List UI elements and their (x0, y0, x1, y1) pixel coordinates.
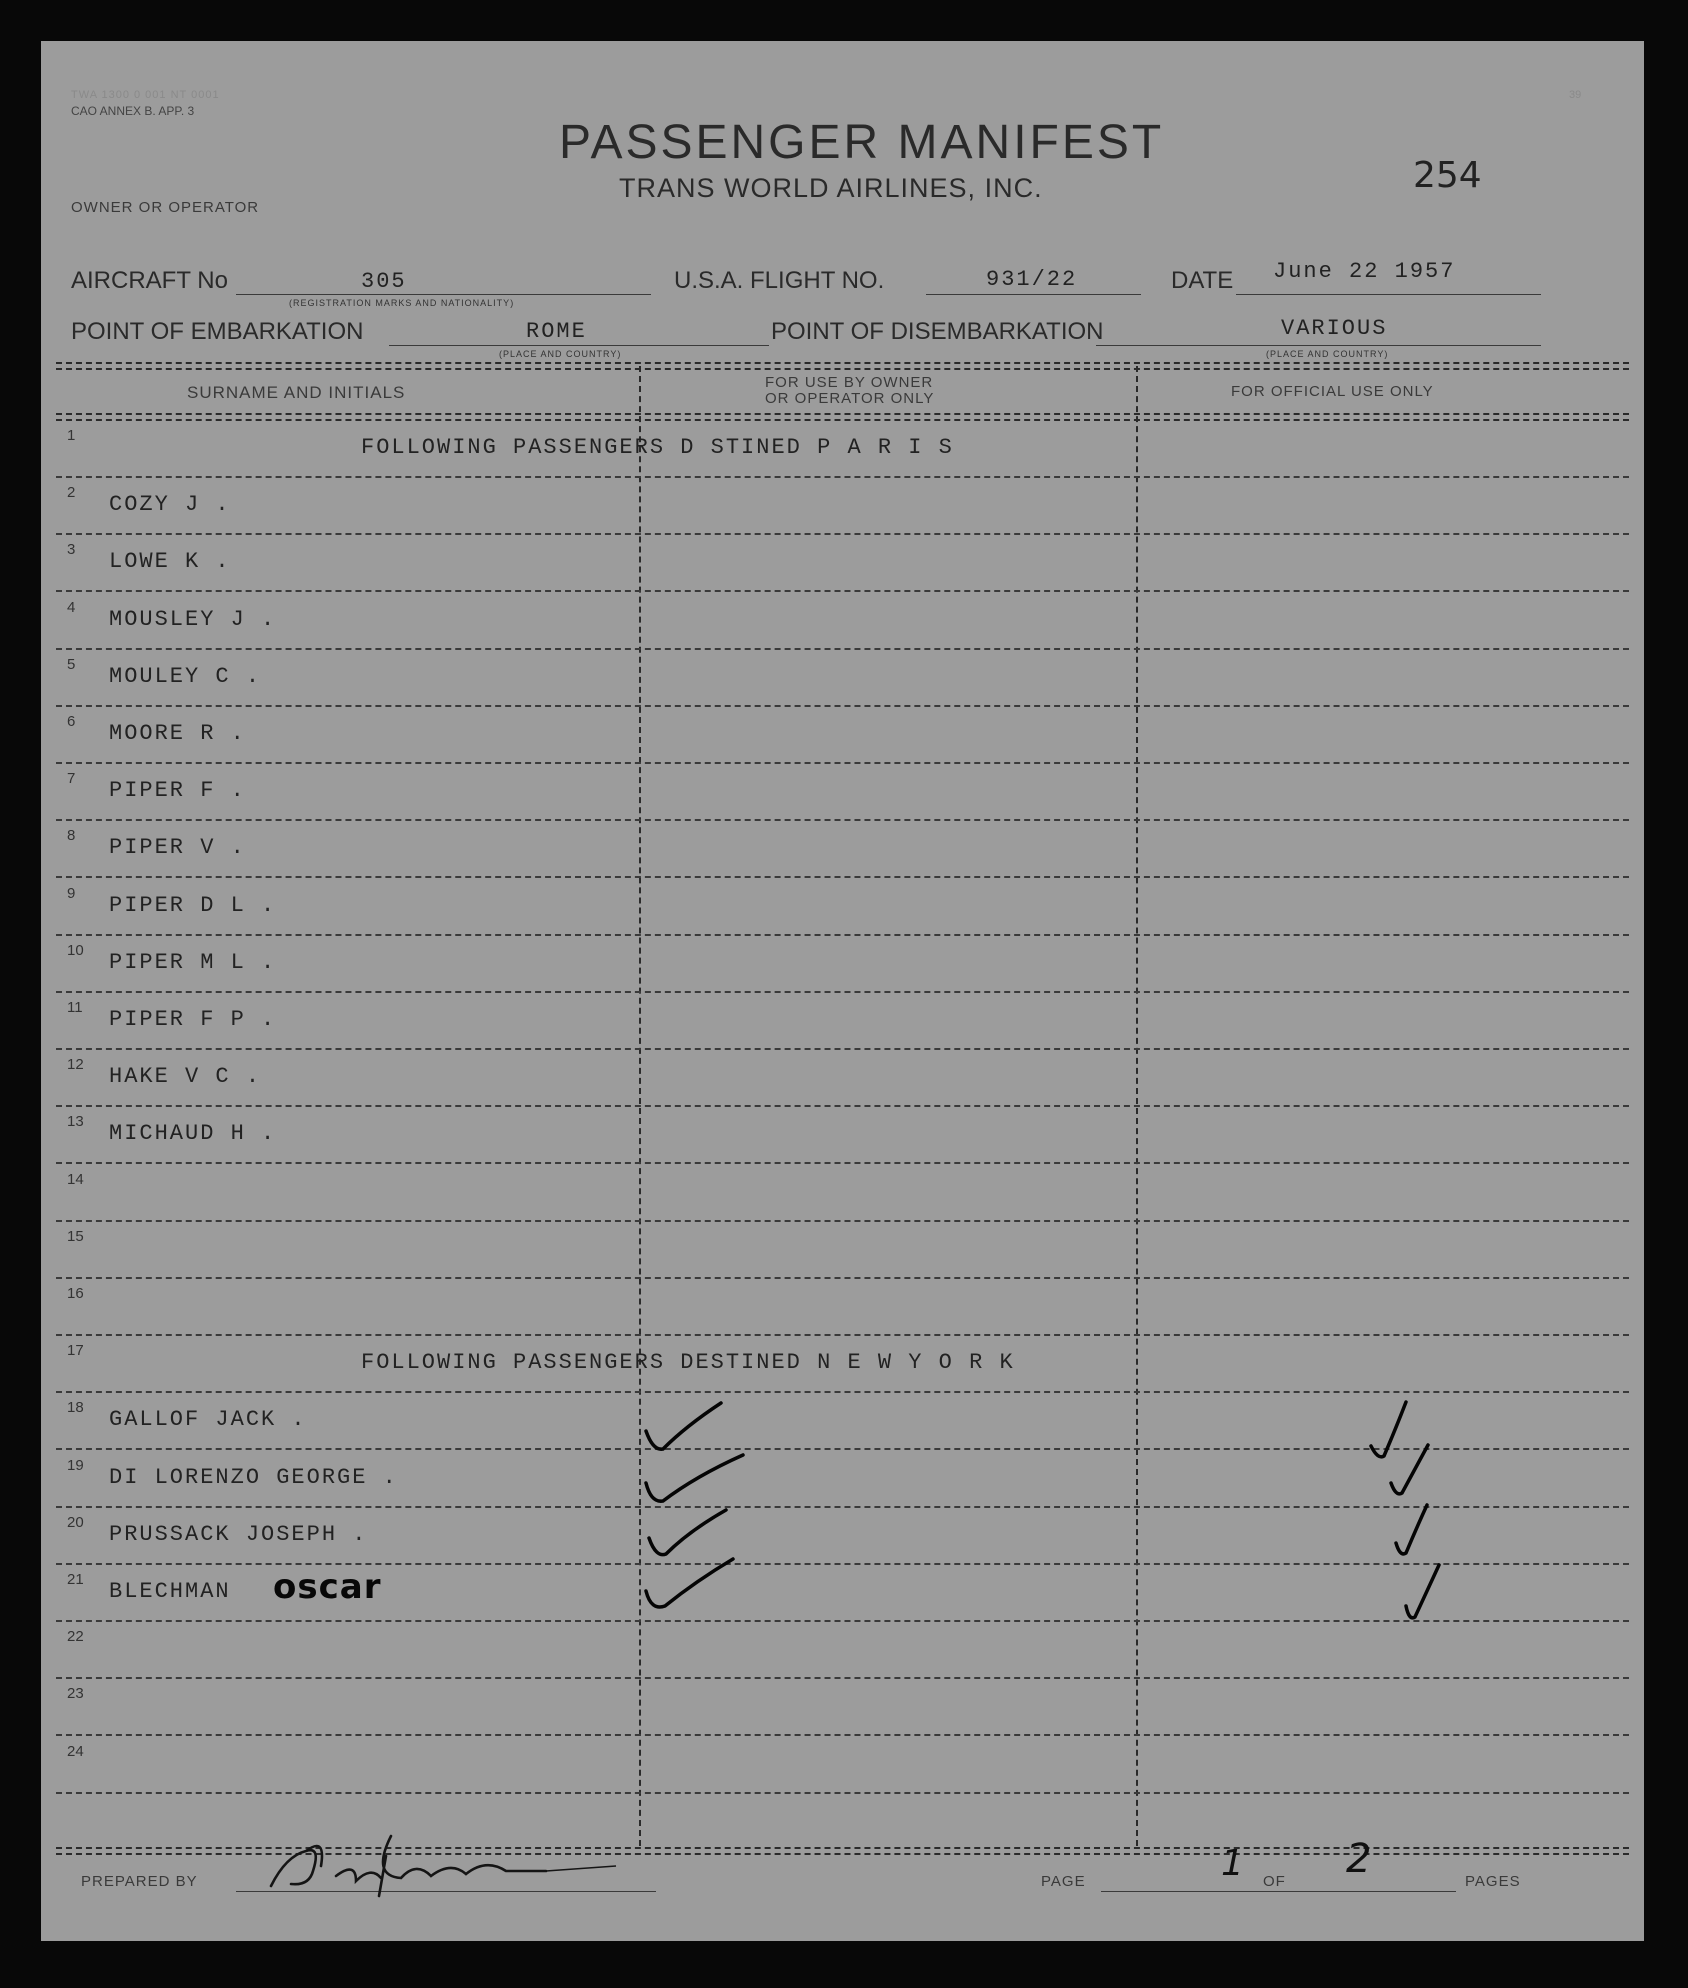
table-row (41, 593, 1644, 650)
passenger-name: PIPER F P . (109, 1007, 277, 1032)
embarkation-sublabel: (PLACE AND COUNTRY) (499, 349, 622, 359)
passenger-name: HAKE V C . (109, 1064, 262, 1090)
table-row (41, 421, 1644, 478)
row-number: 7 (67, 770, 76, 788)
row-number: 18 (67, 1399, 84, 1417)
prepared-by-label: PREPARED BY (81, 1873, 198, 1890)
passenger-name: MICHAUD H . (109, 1121, 277, 1147)
passenger-name: PIPER V . (109, 835, 246, 861)
table-row (41, 1622, 1644, 1679)
row-number: 17 (67, 1342, 84, 1360)
manifest-title: PASSENGER MANIFEST (559, 116, 1165, 169)
column-header-owner-2: OR OPERATOR ONLY (765, 390, 935, 407)
passenger-name: GALLOF JACK . (109, 1407, 307, 1433)
aircraft-sublabel: (REGISTRATION MARKS AND NATIONALITY) (289, 298, 515, 308)
destination-heading: FOLLOWING PASSENGERS DESTINED N E W Y O R K (361, 1350, 1015, 1376)
column-header-name: SURNAME AND INITIALS (187, 383, 406, 402)
table-row (41, 879, 1644, 936)
passenger-name: DI LORENZO GEORGE . (109, 1464, 398, 1490)
column-header-official: FOR OFFICIAL USE ONLY (1231, 383, 1434, 400)
table-row (41, 1165, 1644, 1222)
passenger-name: BLECHMAN (109, 1579, 231, 1604)
page-stamp-number: 254 (1413, 155, 1482, 196)
disembarkation-value: VARIOUS (1281, 316, 1388, 341)
row-number: 6 (67, 713, 76, 730)
date-label: DATE (1171, 267, 1234, 294)
row-number: 19 (67, 1456, 84, 1474)
row-number: 4 (67, 598, 76, 616)
owner-operator-label: OWNER OR OPERATOR (71, 199, 260, 216)
of-label: OF (1263, 1873, 1286, 1890)
manifest-sheet (41, 41, 1644, 1941)
date-value: June 22 1957 (1273, 259, 1456, 284)
checkmark-owner-row-21 (641, 1556, 741, 1616)
passenger-name: MOORE R . (109, 721, 246, 746)
form-code-line2: CAO ANNEX B. APP. 3 (71, 104, 195, 118)
row-number: 15 (67, 1227, 84, 1245)
row-number: 24 (67, 1742, 84, 1760)
preparer-signature (261, 1816, 641, 1901)
row-number: 2 (67, 484, 76, 502)
passenger-name: PRUSSACK JOSEPH . (109, 1521, 368, 1547)
row-number: 16 (67, 1285, 84, 1302)
row-number: 20 (67, 1513, 84, 1531)
table-row (41, 993, 1644, 1050)
row-number: 14 (67, 1170, 84, 1188)
passenger-name: PIPER F . (109, 778, 246, 804)
of-value: 2 (1346, 1836, 1372, 1882)
form-code-line1: TWA 1300 0 001 NT 0001 (71, 89, 220, 101)
flight-value: 931/22 (986, 267, 1078, 292)
row-number: 9 (67, 884, 76, 902)
flight-label: U.S.A. FLIGHT NO. (674, 267, 885, 294)
checkmark-official-row-19 (1386, 1441, 1436, 1501)
passenger-name: MOULEY C . (109, 663, 262, 689)
row-number: 5 (67, 655, 76, 673)
checkmark-official-row-21 (1401, 1561, 1446, 1626)
passenger-name: LOWE K . (109, 549, 231, 575)
passenger-name: PIPER M L . (109, 949, 277, 975)
table-row (41, 535, 1644, 592)
passenger-name: MOUSLEY J . (109, 606, 277, 632)
column-header-owner-1: FOR USE BY OWNER (765, 374, 934, 391)
table-row (41, 1737, 1644, 1794)
page-value: 1 (1221, 1843, 1244, 1884)
table-row (41, 650, 1644, 707)
table-row (41, 1336, 1644, 1393)
row-number: 10 (67, 941, 84, 959)
embarkation-value: ROME (526, 319, 587, 344)
row-number: 21 (67, 1571, 84, 1588)
row-number: 1 (67, 427, 76, 444)
table-row (41, 1107, 1644, 1164)
table-row (41, 936, 1644, 993)
page-label: PAGE (1041, 1873, 1086, 1890)
row-number: 3 (67, 541, 76, 559)
row-number: 23 (67, 1685, 84, 1703)
disembarkation-sublabel: (PLACE AND COUNTRY) (1266, 349, 1389, 359)
corner-number: 39 (1569, 89, 1582, 101)
table-row (41, 1279, 1644, 1336)
airline-name: TRANS WORLD AIRLINES, INC. (619, 173, 1043, 203)
row-number: 8 (67, 827, 76, 845)
pages-label: PAGES (1465, 1873, 1521, 1890)
table-row (41, 1050, 1644, 1107)
checkmark-owner-row-19 (641, 1451, 751, 1511)
row-number: 11 (67, 999, 83, 1016)
passenger-name: COZY J . (109, 492, 231, 518)
row-number: 13 (67, 1113, 84, 1131)
aircraft-value: 305 (361, 269, 407, 294)
table-row (41, 821, 1644, 878)
aircraft-label: AIRCRAFT No (71, 267, 228, 294)
handwritten-first-name: oscar (273, 1567, 382, 1607)
row-number: 22 (67, 1628, 84, 1646)
embarkation-label: POINT OF EMBARKATION (71, 318, 364, 345)
table-row (41, 764, 1644, 821)
disembarkation-label: POINT OF DISEMBARKATION (771, 318, 1104, 345)
checkmark-official-row-20 (1391, 1501, 1436, 1561)
passenger-rows (41, 421, 1644, 1846)
table-row (41, 1679, 1644, 1736)
table-row (41, 1222, 1644, 1279)
row-number: 12 (67, 1056, 84, 1074)
table-row (41, 478, 1644, 535)
destination-heading: FOLLOWING PASSENGERS D STINED P A R I S (361, 435, 954, 460)
table-row (41, 707, 1644, 764)
passenger-name: PIPER D L . (109, 892, 277, 918)
